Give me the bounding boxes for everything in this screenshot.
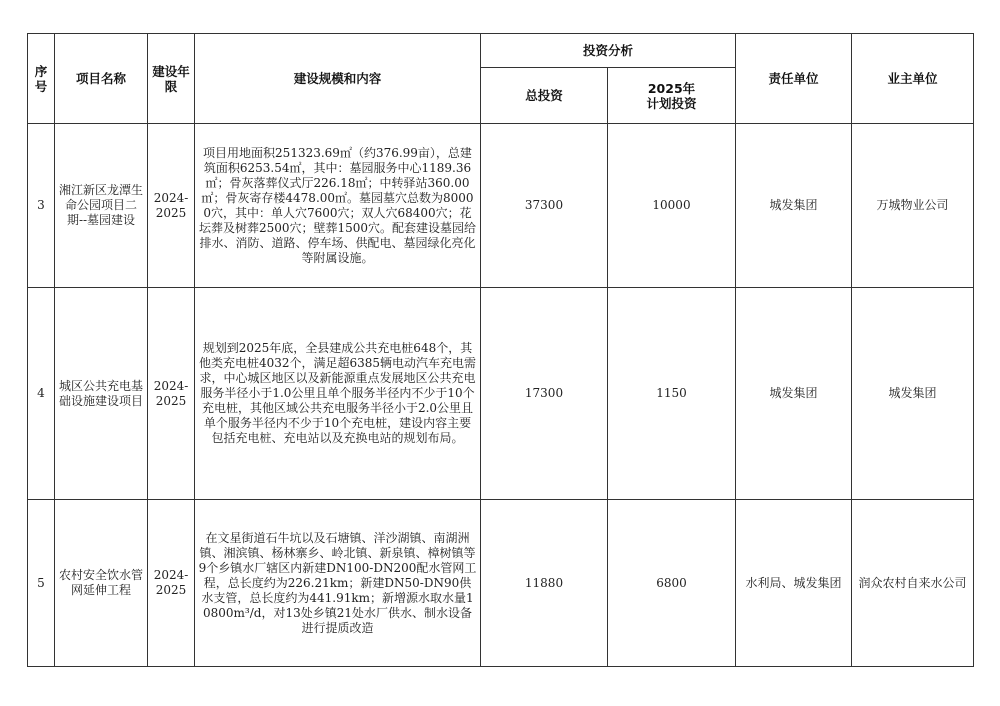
row-scope: 规划到2025年底，全县建成公共充电桩648个，其他类充电桩4032个，满足超6385辆电动汽车充电需求，中心城区地区以及新能源重点发展地区公共充电服务半径小于1.0公里且单个服务半径内不少于10个充电桩，其他区域公共充电服务半径小于2.0公里且单个服务半径内不少于10个充电桩，建设内容主要包括充电桩、充电站以及充换电站的规划布局。: [195, 288, 481, 500]
row-seq: 3: [28, 124, 55, 288]
row-responsible: 水利局、城发集团: [736, 500, 852, 667]
row-total-investment: 11880: [481, 500, 608, 667]
header-plan-year: 2025年: [647, 80, 696, 96]
header-seq: 序号: [28, 34, 55, 124]
row-total-investment: 17300: [481, 288, 608, 500]
header-owner: 业主单位: [852, 34, 974, 124]
row-plan-investment: 1150: [608, 288, 736, 500]
header-investment: 投资分析: [481, 34, 736, 68]
header-total-investment: 总投资: [481, 68, 608, 124]
row-owner: 万城物业公司: [852, 124, 974, 288]
row-period: 2024-2025: [148, 288, 195, 500]
row-plan-investment: 6800: [608, 500, 736, 667]
header-scope: 建设规模和内容: [195, 34, 481, 124]
row-plan-investment: 10000: [608, 124, 736, 288]
header-name: 项目名称: [55, 34, 148, 124]
row-scope: 项目用地面积251323.69㎡（约376.99亩），总建筑面积6253.54㎡，其中：墓园服务中心1189.36㎡；骨灰落葬仪式厅226.18㎡；中转驿站360.00㎡；骨灰寄存楼4478.00㎡。墓园墓穴总数为80000穴，其中：单人穴7600穴；双人穴68400穴；花坛葬及树葬2500穴；壁葬1500穴。配套建设墓园给排水、消防、道路、停车场、供配电、墓园绿化亮化等附属设施。: [195, 124, 481, 288]
header-responsible: 责任单位: [736, 34, 852, 124]
row-period: 2024-2025: [148, 124, 195, 288]
row-responsible: 城发集团: [736, 288, 852, 500]
row-scope: 在文星街道石牛坑以及石塘镇、洋沙湖镇、南湖洲镇、湘滨镇、杨林寨乡、岭北镇、新泉镇、樟树镇等9个乡镇水厂辖区内新建DN100-DN200配水管网工程，总长度约为226.21km；新建DN50-DN90供水支管，总长度约为441.91km；新增源水取水量10800m³/d，对13处乡镇21处水厂供水、制水设备进行提质改造: [195, 500, 481, 667]
header-plan-investment: [608, 68, 736, 124]
row-seq: 4: [28, 288, 55, 500]
row-seq: 5: [28, 500, 55, 667]
project-table: [27, 33, 974, 667]
row-responsible: 城发集团: [736, 124, 852, 288]
row-period: 2024-2025: [148, 500, 195, 667]
row-owner: 城发集团: [852, 288, 974, 500]
table-row: [28, 288, 974, 500]
row-project-name: 城区公共充电基础设施建设项目: [55, 288, 148, 500]
row-project-name: 湘江新区龙潭生命公园项目二期--墓园建设: [55, 124, 148, 288]
table-row: [28, 124, 974, 288]
row-owner: 润众农村自来水公司: [852, 500, 974, 667]
row-project-name: 农村安全饮水管网延伸工程: [55, 500, 148, 667]
header-period: 建设年限: [148, 34, 195, 124]
row-total-investment: 37300: [481, 124, 608, 288]
table-row: [28, 500, 974, 667]
header-plan-label: 计划投资: [646, 95, 697, 111]
